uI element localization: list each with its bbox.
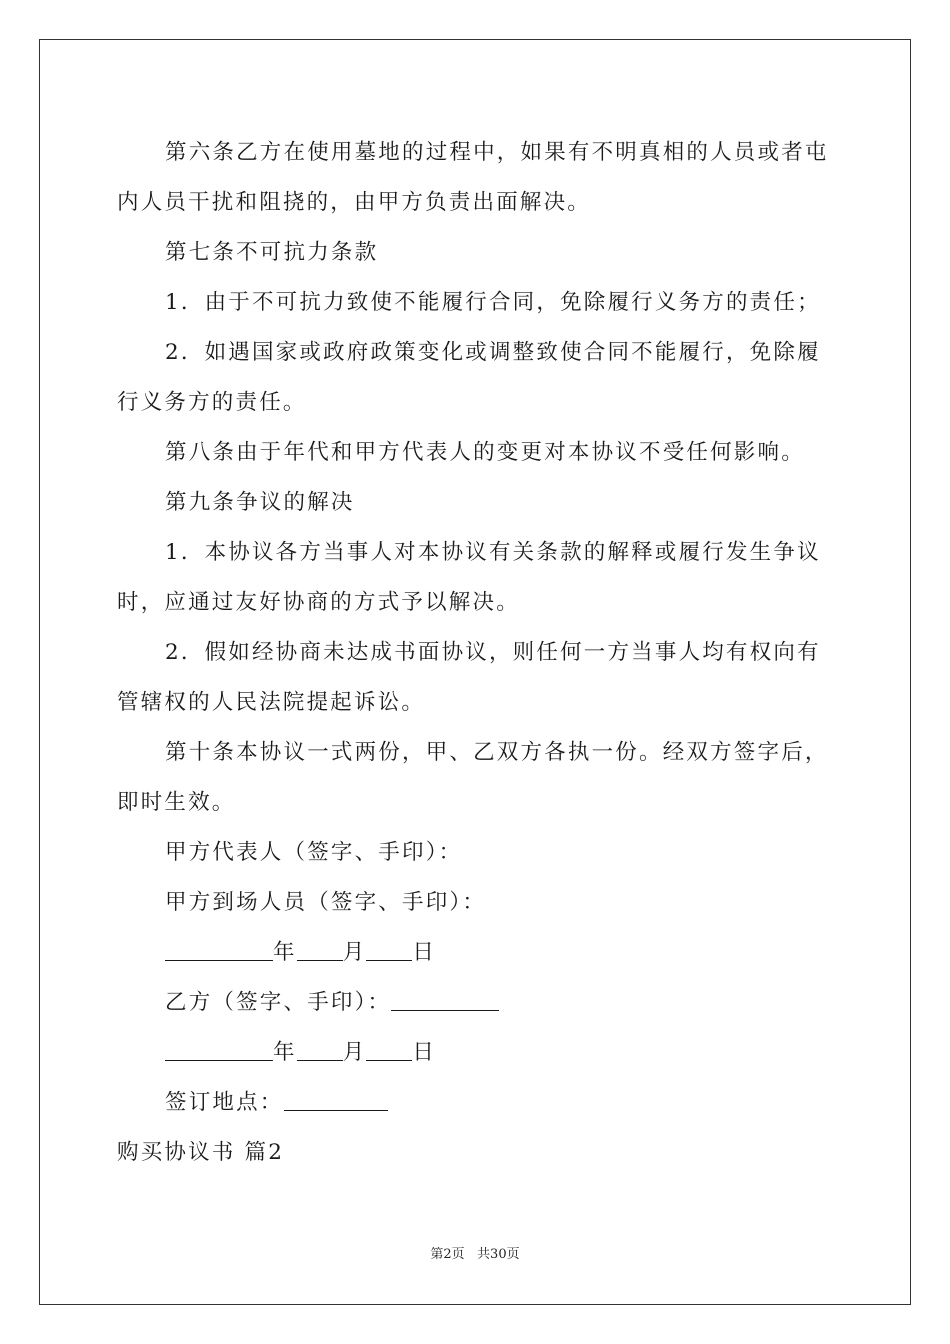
party-b-label: 乙方（签字、手印）： — [165, 990, 392, 1015]
paragraph-line: 1．本协议各方当事人对本协议有关条款的解释或履行发生争议 — [165, 540, 821, 565]
paragraph-line: 内人员干扰和阻挠的，由甲方负责出面解决。 — [117, 190, 592, 215]
clause-heading: 第九条争议的解决 — [165, 490, 355, 515]
paragraph-line: 2．假如经协商未达成书面协议，则任何一方当事人均有权向有 — [165, 640, 821, 665]
paragraph-line: 第八条由于年代和甲方代表人的变更对本协议不受任何影响。 — [165, 440, 805, 465]
month-blank — [297, 1041, 343, 1061]
sign-place-line — [165, 1078, 388, 1128]
section-heading: 购买协议书 篇2 — [117, 1140, 285, 1165]
paragraph-line: 时，应通过友好协商的方式予以解决。 — [117, 590, 520, 615]
year-blank — [165, 1041, 273, 1061]
clause-heading: 第七条不可抗力条款 — [165, 240, 379, 265]
page-footer — [0, 1243, 950, 1262]
paragraph-line: 管辖权的人民法院提起诉讼。 — [117, 690, 426, 715]
month-label: 月 — [342, 1040, 367, 1065]
day-label: 日 — [412, 1040, 437, 1065]
paragraph-line: 第六条乙方在使用墓地的过程中，如果有不明真相的人员或者屯 — [165, 140, 829, 165]
month-label: 月 — [342, 940, 367, 965]
party-b-signature-line — [165, 978, 499, 1028]
paragraph-line: 即时生效。 — [117, 790, 236, 815]
sign-place-blank — [284, 1091, 388, 1111]
day-label: 日 — [412, 940, 437, 965]
paragraph-line: 1．由于不可抗力致使不能履行合同，免除履行义务方的责任； — [165, 290, 821, 315]
signature-label-party-a-rep: 甲方代表人（签字、手印）： — [165, 840, 463, 865]
signature-label-party-a-attendee: 甲方到场人员（签字、手印）： — [165, 890, 487, 915]
date-line-1 — [165, 928, 436, 978]
date-line-2 — [165, 1028, 436, 1078]
year-blank — [165, 941, 273, 961]
page-number: 第2页 共30页 — [430, 1247, 520, 1262]
year-label: 年 — [273, 1040, 297, 1065]
paragraph-line: 2．如遇国家或政府政策变化或调整致使合同不能履行，免除履 — [165, 340, 821, 365]
day-blank — [366, 1041, 412, 1061]
sign-place-label: 签订地点： — [165, 1090, 284, 1115]
day-blank — [366, 941, 412, 961]
year-label: 年 — [273, 940, 297, 965]
party-b-blank — [391, 991, 499, 1011]
paragraph-line: 第十条本协议一式两份，甲、乙双方各执一份。经双方签字后， — [165, 740, 829, 765]
paragraph-line: 行义务方的责任。 — [117, 390, 307, 415]
month-blank — [297, 941, 343, 961]
